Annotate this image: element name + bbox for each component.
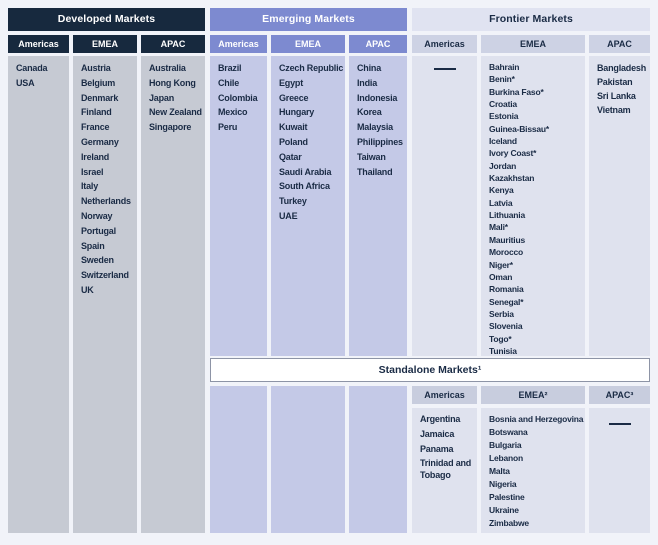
standalone-markets-banner: Standalone Markets¹ (210, 358, 650, 382)
country-item: Mexico (218, 107, 248, 118)
country-item: Panama (420, 443, 454, 454)
country-item: Kenya (489, 185, 514, 196)
developed-apac-country-list (141, 56, 205, 533)
country-item: Saudi Arabia (279, 166, 332, 177)
country-item: Vietnam (597, 105, 631, 115)
country-item: Morocco (489, 247, 524, 258)
emerging-markets-header: Emerging Markets (210, 8, 407, 31)
standalone-americas-country-list (412, 408, 477, 533)
country-item: UAE (279, 210, 298, 221)
country-item: South Africa (279, 181, 330, 192)
country-item: Poland (279, 136, 308, 147)
country-item: Serbia (489, 308, 514, 319)
country-item: Kazakhstan (489, 173, 535, 184)
country-item: Bosnia and Herzegovina (489, 414, 584, 424)
country-item: Oman (489, 271, 513, 282)
frontier-apac-subheader: APAC (589, 35, 650, 53)
emerging-americas-subheader: Americas (210, 35, 267, 53)
country-item: Jordan (489, 160, 517, 171)
country-item: China (357, 63, 382, 73)
country-item: Lebanon (489, 453, 524, 463)
country-item: Portugal (81, 225, 116, 236)
emerging-americas-column-extension (210, 386, 267, 533)
country-item: Egypt (279, 77, 304, 88)
developed-markets-header: Developed Markets (8, 8, 205, 31)
country-item: Czech Republic (279, 63, 344, 73)
country-item: Burkina Faso* (489, 86, 544, 97)
country-item: UK (81, 284, 94, 295)
country-item: Tunisia (489, 345, 517, 356)
country-item: Iceland (489, 136, 517, 147)
country-item: Netherlands (81, 196, 131, 207)
frontier-markets-header: Frontier Markets (412, 8, 650, 31)
country-item: France (81, 122, 110, 133)
country-item: Ireland (81, 151, 110, 162)
standalone-apac-subheader: APAC³ (589, 386, 650, 404)
emerging-emea-column-extension (271, 386, 345, 533)
standalone-emea-subheader: EMEA² (481, 386, 585, 404)
frontier-emea-country-list (481, 56, 585, 356)
emerging-emea-subheader: EMEA (271, 35, 345, 53)
country-item: Estonia (489, 111, 519, 122)
country-item: Brazil (218, 63, 242, 73)
country-item: Niger* (489, 259, 513, 270)
frontier-emea-subheader: EMEA (481, 35, 585, 53)
country-item: Greece (279, 92, 309, 103)
country-item: Jamaica (420, 428, 455, 439)
country-item: Botswana (489, 427, 528, 437)
country-item: Hungary (279, 107, 315, 118)
country-item: Peru (218, 122, 238, 133)
developed-americas-country-list (8, 56, 69, 533)
emerging-emea-country-list (271, 56, 345, 356)
country-item: Israel (81, 166, 104, 177)
country-item: Lithuania (489, 210, 525, 221)
emerging-americas-country-list (210, 56, 267, 356)
country-item: Spain (81, 240, 105, 251)
country-item: Ukraine (489, 505, 519, 515)
country-item: Trinidad and Tobago (420, 458, 472, 481)
country-item: Romania (489, 284, 524, 295)
country-item: Indonesia (357, 92, 398, 103)
country-item: Mauritius (489, 234, 525, 245)
developed-americas-subheader: Americas (8, 35, 69, 53)
country-item: USA (16, 77, 35, 88)
country-item: Palestine (489, 492, 525, 502)
country-item: Zimbabwe (489, 518, 529, 528)
country-item: Canada (16, 63, 48, 73)
country-item: Philippines (357, 136, 403, 147)
country-item: Nigeria (489, 479, 517, 489)
country-item: Turkey (279, 196, 307, 207)
country-item: Bulgaria (489, 440, 522, 450)
country-item: Chile (218, 77, 240, 88)
country-item: Taiwan (357, 151, 386, 162)
developed-emea-country-list (73, 56, 137, 533)
country-item: Bangladesh (597, 63, 647, 73)
country-item: Thailand (357, 166, 393, 177)
frontier-americas-country-list (412, 56, 477, 356)
country-item: Australia (149, 63, 186, 73)
frontier-americas-subheader: Americas (412, 35, 477, 53)
country-item: Germany (81, 136, 119, 147)
country-item: Denmark (81, 92, 119, 103)
country-item: Sweden (81, 255, 114, 266)
country-item: Austria (81, 63, 111, 73)
country-item: Colombia (218, 92, 258, 103)
country-item: Qatar (279, 151, 302, 162)
country-item: Kuwait (279, 122, 308, 133)
country-item: Latvia (489, 197, 513, 208)
country-item: Belgium (81, 77, 116, 88)
country-item: India (357, 77, 378, 88)
country-item: Guinea-Bissau* (489, 123, 550, 134)
country-item: Senegal* (489, 296, 524, 307)
standalone-emea-country-list (481, 408, 585, 533)
country-item: Pakistan (597, 77, 633, 87)
developed-emea-subheader: EMEA (73, 35, 137, 53)
developed-apac-subheader: APAC (141, 35, 205, 53)
no-countries-dash (609, 423, 631, 425)
frontier-apac-country-list (589, 56, 650, 356)
country-item: Sri Lanka (597, 91, 636, 101)
standalone-apac-country-list (589, 408, 650, 533)
country-item: Japan (149, 92, 175, 103)
country-item: Togo* (489, 333, 512, 344)
emerging-apac-subheader: APAC (349, 35, 407, 53)
country-item: New Zealand (149, 107, 202, 118)
country-item: Malaysia (357, 122, 393, 133)
country-item: Norway (81, 210, 113, 221)
country-item: Bahrain (489, 62, 520, 72)
country-item: Malta (489, 466, 510, 476)
country-item: Finland (81, 107, 112, 118)
no-countries-dash (434, 68, 456, 70)
country-item: Singapore (149, 122, 192, 133)
country-item: Italy (81, 181, 99, 192)
standalone-americas-subheader: Americas (412, 386, 477, 404)
country-item: Croatia (489, 99, 517, 110)
emerging-apac-country-list (349, 56, 407, 356)
country-item: Ivory Coast* (489, 148, 537, 159)
country-item: Argentina (420, 414, 461, 424)
country-item: Hong Kong (149, 77, 196, 88)
country-item: Slovenia (489, 321, 523, 332)
country-item: Benin* (489, 74, 515, 85)
country-item: Switzerland (81, 270, 129, 281)
country-item: Korea (357, 107, 382, 118)
emerging-apac-column-extension (349, 386, 407, 533)
country-item: Mali* (489, 222, 508, 233)
